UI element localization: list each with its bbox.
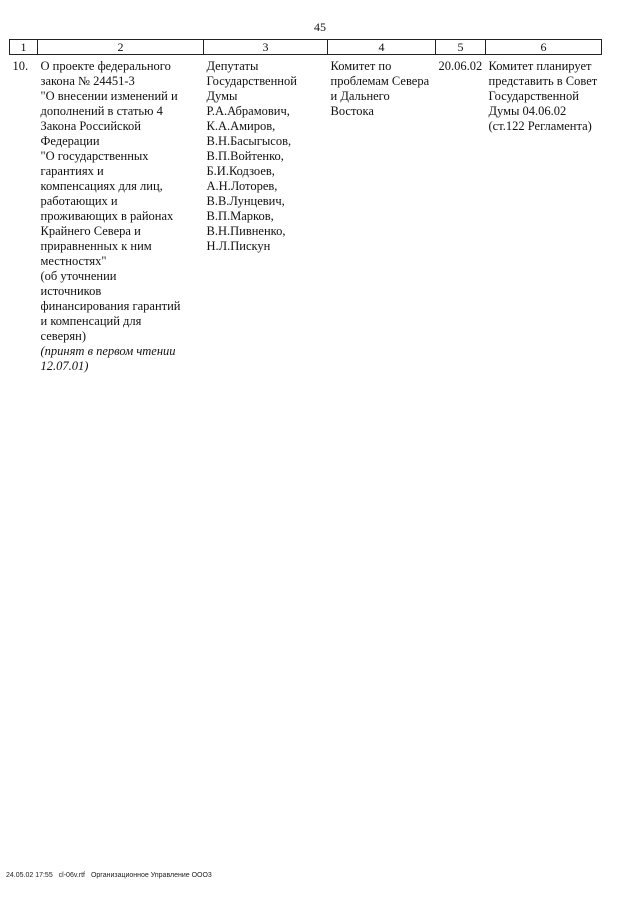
col6-line: (ст.122 Регламента) (488, 119, 592, 133)
col3-line: В.В.Лунцевич, (206, 194, 285, 208)
col3-line: Н.Л.Пискун (206, 239, 271, 253)
col3-line: В.П.Марков, (206, 209, 274, 223)
status-cell (486, 55, 602, 375)
col3-line: Б.И.Кодзоев, (206, 164, 275, 178)
col3-line: К.А.Амиров, (206, 119, 276, 133)
col4-line: проблемам Севера (330, 74, 430, 88)
col2-line: компенсациях для лиц, (40, 179, 163, 193)
col2-line: 12.07.01) (40, 359, 89, 373)
col4-line: и Дальнего (330, 89, 390, 103)
column-header-3: 3 (204, 40, 328, 55)
col6-line: Государственной (488, 89, 579, 103)
footer-filename: cl-06v.rtf (58, 872, 85, 879)
footer-timestamp: 24.05.02 17:55 (6, 872, 53, 879)
col2-line: приравненных к ним (40, 239, 152, 253)
document-footer (6, 872, 216, 879)
col2-line: Закона Российской (40, 119, 141, 133)
col2-line: (принят в первом чтении (40, 344, 176, 358)
col3-line: Р.А.Абрамович, (206, 104, 290, 118)
bill-title-cell (38, 55, 204, 375)
col2-line: Крайнего Севера и (40, 224, 141, 238)
col2-line: О проекте федерального (40, 59, 171, 73)
column-header-6: 6 (486, 40, 602, 55)
col2-line: дополнений в статью 4 (40, 104, 163, 118)
col2-line: "О государственных (40, 149, 149, 163)
date-cell: 20.06.02 (438, 59, 483, 73)
col4-line: Востока (330, 104, 374, 118)
column-header-5: 5 (436, 40, 486, 55)
col2-line: "О внесении изменений и (40, 89, 178, 103)
col2-line: работающих и (40, 194, 118, 208)
committee-cell (328, 55, 436, 375)
table-row (10, 55, 602, 375)
col2-line: местностях" (40, 254, 107, 268)
col6-line: Комитет планирует (488, 59, 592, 73)
col2-line: северян) (40, 329, 86, 343)
col2-line: (об уточнении (40, 269, 117, 283)
page-number: 45 (314, 20, 326, 34)
row-number: 10. (12, 59, 29, 73)
col2-line: гарантиях и (40, 164, 104, 178)
col3-line: А.Н.Лоторев, (206, 179, 278, 193)
column-header-1: 1 (10, 40, 38, 55)
authors-cell (204, 55, 328, 375)
col6-line: представить в Совет (488, 74, 598, 88)
col2-line: финансирования гарантий (40, 299, 181, 313)
column-header-4: 4 (328, 40, 436, 55)
col3-line: Депутаты (206, 59, 259, 73)
col3-line: Думы (206, 89, 238, 103)
col2-line: проживающих в районах (40, 209, 174, 223)
col3-line: В.Н.Пивненко, (206, 224, 286, 238)
col2-line: закона № 24451-3 (40, 74, 135, 88)
document-table (9, 39, 602, 374)
col3-line: Государственной (206, 74, 297, 88)
col2-line: и компенсаций для (40, 314, 142, 328)
column-header-2: 2 (38, 40, 204, 55)
footer-organization: Организационное Управление ООО3 (90, 872, 212, 879)
col3-line: В.П.Войтенко, (206, 149, 284, 163)
col3-line: В.Н.Басыгысов, (206, 134, 292, 148)
col2-line: Федерации (40, 134, 100, 148)
col6-line: Думы 04.06.02 (488, 104, 567, 118)
table-header-row (10, 40, 602, 55)
col2-line: источников (40, 284, 102, 298)
col4-line: Комитет по (330, 59, 392, 73)
